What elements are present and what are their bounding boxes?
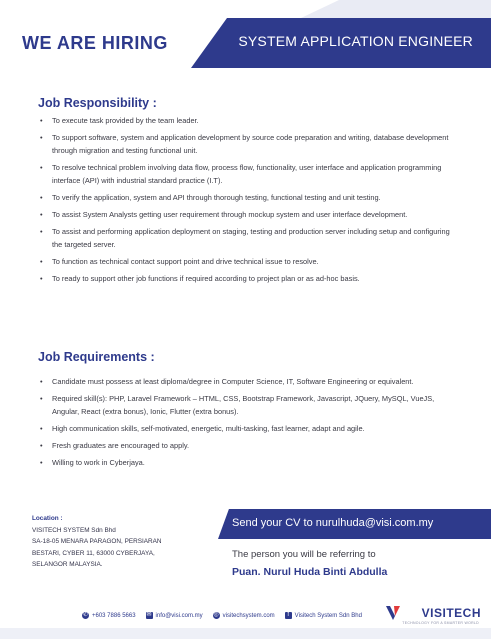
hiring-title: WE ARE HIRING — [22, 33, 168, 53]
location-line: BESTARI, CYBER 11, 63000 CYBERJAYA, — [32, 549, 155, 557]
refer-name: Puan. Nurul Huda Binti Abdulla — [232, 566, 388, 578]
phone-icon: ✆ — [82, 612, 89, 618]
list-item: • Fresh graduates are encouraged to apply. — [40, 441, 190, 450]
footer-email[interactable]: ✉ info@visi.com.my — [146, 612, 203, 619]
facebook-icon: f — [285, 612, 292, 619]
footer-contacts — [82, 612, 362, 619]
list-item: • To function as technical contact support point and drive technical issue to resolve. — [40, 257, 319, 266]
list-item: • Required skill(s): PHP, Laravel Framework – HTML, CSS, Bootstrap Framework, Javascript, JQuery, MySQL, VueJS, Angular, React (extra bonus), Ionic, Flutter (extra bonus). — [40, 394, 435, 416]
list-item: • Willing to work in Cyberjaya. — [40, 458, 145, 467]
responsibility-title: Job Responsibility : — [38, 96, 157, 110]
refer-text: The person you will be referring to — [232, 549, 376, 560]
header — [0, 0, 491, 88]
list-item: • To execute task provided by the team leader. — [40, 116, 199, 125]
responsibility-list — [38, 114, 458, 285]
location-title: Location : — [32, 515, 63, 522]
position-title: SYSTEM APPLICATION ENGINEER — [238, 33, 473, 49]
footer-website[interactable]: ◎ visitechsystem.com — [213, 612, 275, 619]
footer-phone[interactable]: ✆ +603 7886 5663 — [82, 612, 136, 619]
list-item: • To resolve technical problem involving data flow, process flow, functionality, user interface and application programming interface (API) with industrial standard practice (I.T). — [40, 163, 442, 185]
logo-name: VISITECH — [421, 606, 481, 620]
list-item: • To assist and performing application deployment on staging, testing and production server including setup and configuring the targeted server. — [40, 227, 450, 249]
list-item: • To ready to support other job functions if required according to project plan or as ad-hoc basis. — [40, 274, 360, 283]
list-item: • Candidate must possess at least diploma/degree in Computer Science, IT, Software Engineering or equivalent. — [40, 377, 414, 386]
list-item: • High communication skills, self-motivated, energetic, multi-tasking, fast learner, adapt and agile. — [40, 424, 365, 433]
requirements-list — [38, 375, 458, 469]
email-icon: ✉ — [146, 612, 152, 618]
location-line: VISITECH SYSTEM Sdn Bhd — [32, 526, 116, 534]
requirements-title: Job Requirements : — [38, 350, 155, 364]
list-item: • To support software, system and application development by source code preparation and writing, database development through migration and testing functional unit. — [40, 133, 449, 155]
footer-decoration — [0, 628, 491, 639]
list-item: • To assist System Analysts getting user requirement through mockup system and user interface development. — [40, 210, 408, 219]
footer-facebook[interactable]: f Visitech System Sdn Bhd — [285, 612, 362, 619]
globe-icon: ◎ — [213, 612, 219, 618]
location-line: SELANGOR MALAYSIA. — [32, 561, 103, 568]
list-item: • To verify the application, system and API through thorough testing, functional testing and unit testing. — [40, 193, 381, 202]
location-line: SA-18-05 MENARA PARAGON, PERSIARAN — [32, 538, 162, 545]
location-block — [32, 513, 212, 571]
send-cv-text[interactable]: Send your CV to nurulhuda@visi.com.my — [232, 517, 434, 529]
logo-tagline: TECHNOLOGY FOR A SMARTER WORLD — [402, 621, 479, 625]
